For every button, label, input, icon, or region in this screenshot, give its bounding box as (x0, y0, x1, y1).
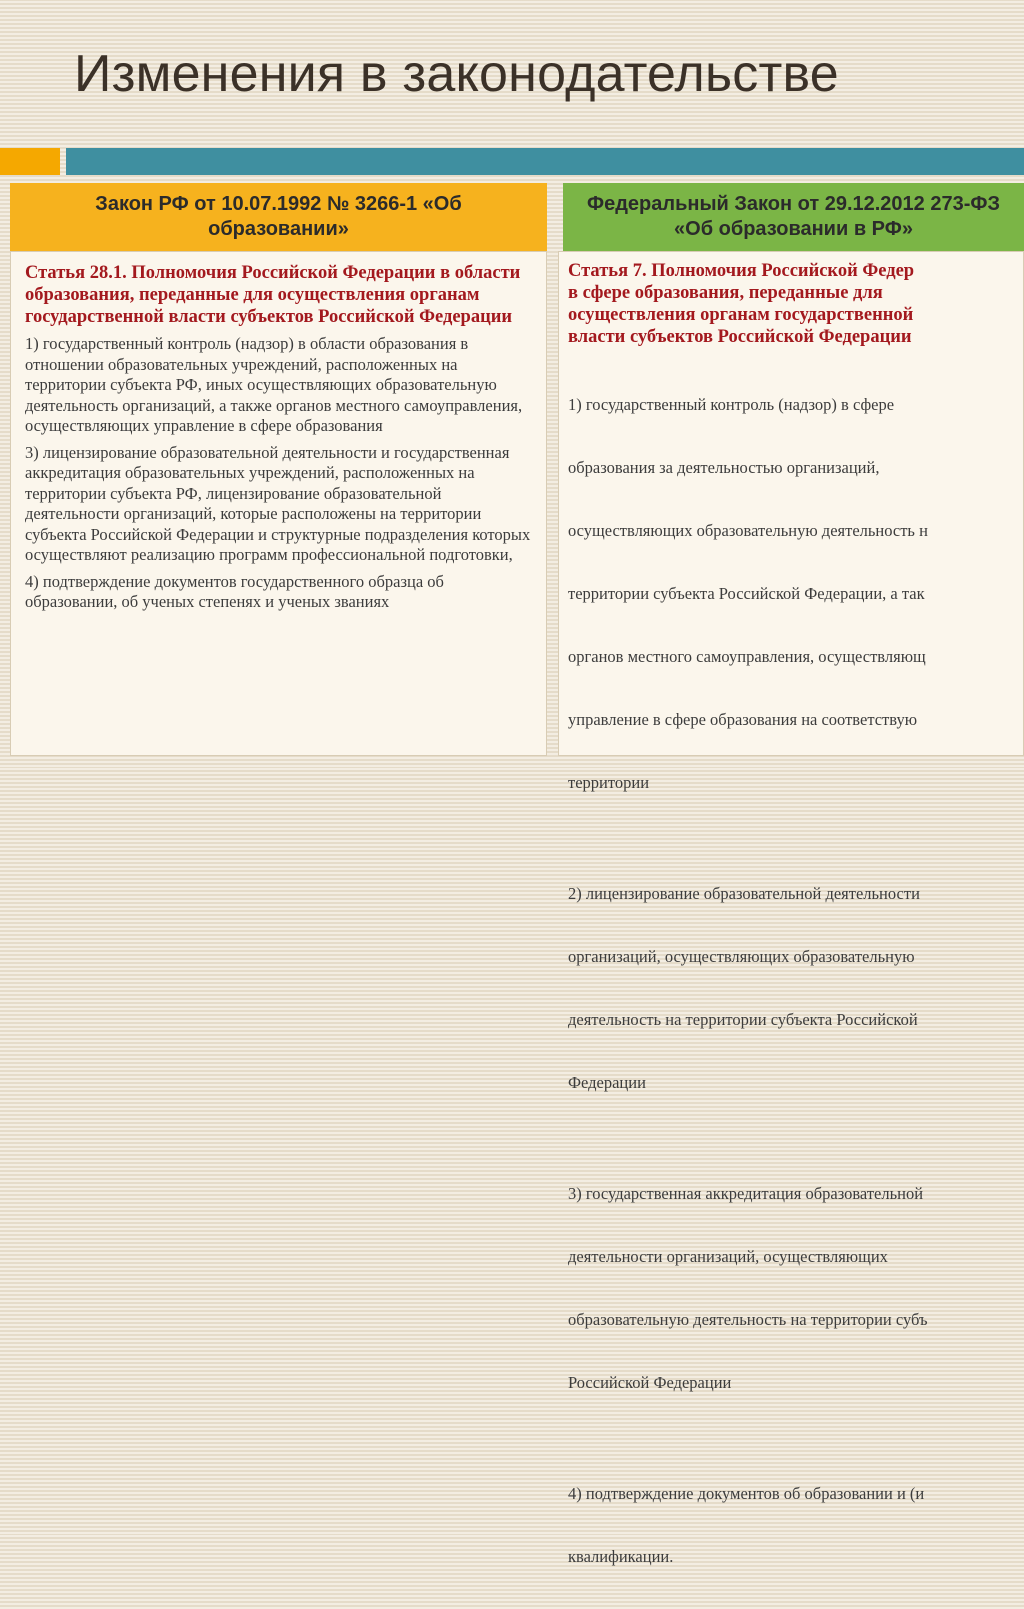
right-article-title-line: в сфере образования, переданные для (568, 283, 883, 303)
right-item-line: территории субъекта Российской Федерации, а так (568, 584, 925, 603)
right-item-line: осуществляющих образовательную деятельность н (568, 521, 928, 540)
right-item-line: образования за деятельностью организаций, (568, 458, 880, 477)
right-item (568, 1141, 1023, 1435)
slide-title: Изменения в законодательстве (74, 45, 839, 103)
right-item-line: Федерации (568, 1073, 646, 1092)
right-item-line: территории (568, 773, 650, 792)
left-column-header-text: Закон РФ от 10.07.1992 № 3266-1 «Об образовании» (95, 193, 462, 240)
accent-bar-orange (0, 148, 60, 175)
right-item (568, 841, 1023, 1135)
right-item-line: квалификации. (568, 1547, 674, 1566)
right-article-title-line: осуществления органам государственной (568, 305, 914, 325)
left-item: 3) лицензирование образовательной деятельности и государственная аккредитация образовательных учреждений, расположенных на территории субъекта РФ, лицензирование образовательной деятельности организаций, которые расположены на территории субъекта Российской Федерации и структурные подразделения которых осуществляют реализацию программ профессиональной подготовки, (25, 442, 531, 564)
right-item-line: образовательную деятельность на территории субъ (568, 1310, 928, 1329)
right-item-line: деятельности организаций, осуществляющих (568, 1247, 888, 1266)
right-item-line: деятельность на территории субъекта Российской (568, 1010, 918, 1029)
right-article-title (568, 260, 1023, 348)
right-item-line: органов местного самоуправления, осуществляющ (568, 647, 926, 666)
right-item-line: 3) государственная аккредитация образовательной (568, 1184, 924, 1203)
left-item: 4) подтверждение документов государственного образца об образовании, об ученых степенях и ученых званиях (25, 571, 444, 611)
right-item (568, 352, 1023, 835)
right-article-title-line: Статья 7. Полномочия Российской Федер (568, 261, 915, 281)
right-column-header (563, 183, 1024, 251)
left-column-header (10, 183, 547, 251)
right-item-line: 1) государственный контроль (надзор) в сфере (568, 395, 895, 414)
right-item-line: организаций, осуществляющих образовательную (568, 947, 915, 966)
left-article-title: Статья 28.1. Полномочия Российской Федерации в области образования, переданные для осуществления органам государственной власти субъектов Российской Федерации (25, 263, 521, 327)
right-item-line: 2) лицензирование образовательной деятельности (568, 884, 920, 903)
left-item: 1) государственный контроль (надзор) в области образования в отношении образовательных учреждений, расположенных на территории субъекта РФ, иных осуществляющих образовательную деятельность организаций, а также органов местного самоуправления, осуществляющих управление в сфере образования (25, 334, 523, 435)
right-item-line: 4) подтверждение документов об образовании и (и (568, 1484, 925, 1503)
right-item-line: управление в сфере образования на соответствую (568, 710, 918, 729)
right-item (568, 1441, 1023, 1609)
accent-bar-teal (66, 148, 1024, 175)
right-panel (558, 251, 1024, 1566)
right-item-line: Российской Федерации (568, 1373, 732, 1392)
right-column-header-text: Федеральный Закон от 29.12.2012 273-ФЗ «Об образовании в РФ» (587, 193, 1000, 240)
left-panel (10, 251, 547, 756)
right-article-title-line: власти субъектов Российской Федерации (568, 327, 912, 347)
